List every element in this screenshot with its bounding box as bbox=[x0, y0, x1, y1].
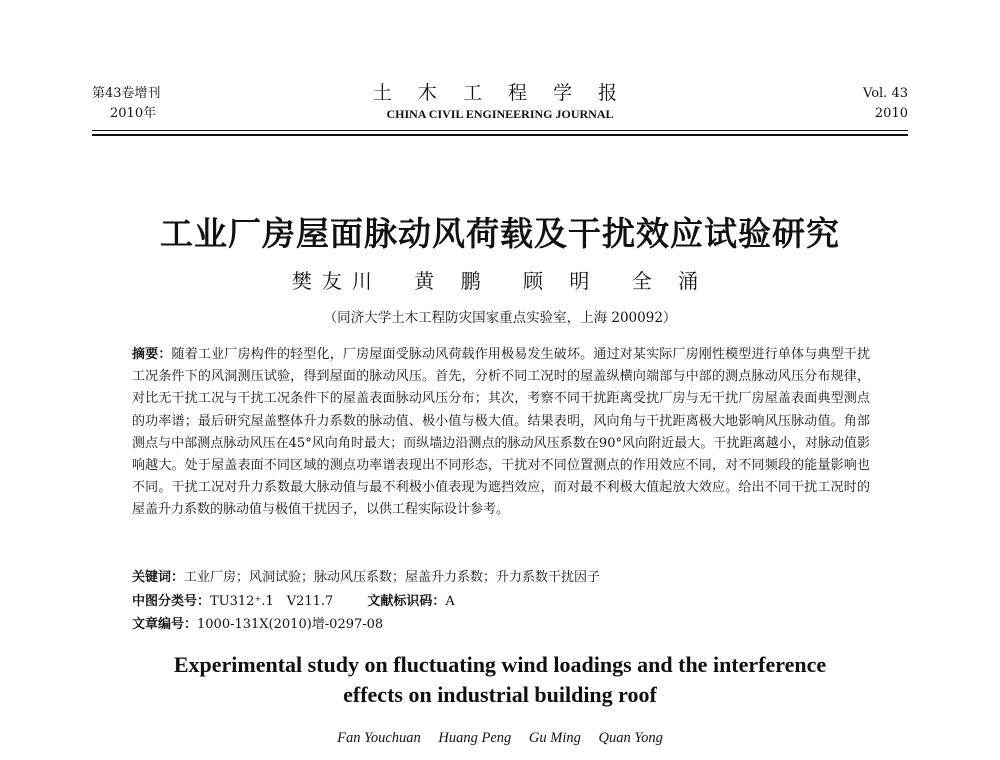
author-en: Huang Peng bbox=[438, 730, 512, 746]
keywords-text: 工业厂房；风洞试验；脉动风压系数；屋盖升力系数；升力系数干扰因子 bbox=[184, 570, 601, 585]
author-cn: 樊友川 bbox=[291, 269, 382, 293]
abstract-label: 摘要： bbox=[132, 347, 172, 362]
author-cn: 全 涌 bbox=[631, 269, 709, 293]
abstract-cn bbox=[132, 344, 870, 522]
header-rule-thin bbox=[92, 130, 908, 131]
author-en: Gu Ming bbox=[528, 730, 581, 746]
volume-cn-line2: 2010年 bbox=[110, 106, 157, 121]
affiliation-cn: （同济大学土木工程防灾国家重点实验室，上海 200092） bbox=[323, 310, 677, 326]
article-no-text: 1000-131X(2010)增-0297-08 bbox=[197, 617, 384, 632]
title-en-line2: effects on industrial building roof bbox=[343, 682, 657, 707]
journal-name-cn: 土 木 工 程 学 报 bbox=[372, 82, 628, 104]
header-rule-thick bbox=[92, 134, 908, 136]
paper-title-cn: 工业厂房屋面脉动风荷载及干扰效应试验研究 bbox=[160, 214, 840, 253]
clc-text: TU312⁺.1 V211.7 bbox=[210, 594, 334, 609]
title-en-line1: Experimental study on fluctuating wind loadings and the interference bbox=[173, 652, 827, 677]
journal-header bbox=[92, 84, 908, 136]
article-no-label: 文章编号： bbox=[132, 617, 198, 632]
author-cn: 顾 明 bbox=[523, 269, 600, 293]
doc-code-text: A bbox=[445, 594, 455, 609]
journal-volume-en bbox=[863, 84, 908, 124]
classification-line bbox=[132, 592, 870, 612]
doc-code-label: 文献标识码： bbox=[367, 594, 446, 609]
abstract-text: 随着工业厂房构件的轻型化，厂房屋面受脉动风荷载作用极易发生破坏。通过对某实际厂房刚性模型进行单体与典型干扰工况条件下的风洞测压试验，得到屋面的脉动风压。首先，分析不同工况时的屋盖纵横向端部与中部的测点脉动风压分布规律，对比无干扰工况与干扰工况条件下的屋盖表面脉动风压分布；其次，考察不同干扰距离受扰厂房与无干扰厂房屋盖表面典型测点的功率谱；最后研究屋盖整体升力系数的脉动值、极小值与极大值。结果表明，风向角与干扰距离极大地影响风压脉动值。角部测点与中部测点脉动风压在45°风向角时最大；而纵墙边沿测点的脉动风压系数在90°风向附近最大。干扰距离越小，对脉动值影响越大。处于屋盖表面不同区域的测点功率谱表现出不同形态，干扰对不同位置测点的作用效应不同，对不同频段的能量影响也不同。干扰工况对升力系数最大脉动值与最不利极小值表现为遮挡效应，而对最不利极大值起放大效应。给出不同干扰工况时的屋盖升力系数的脉动值与极值干扰因子，以供工程实际设计参考。 bbox=[132, 347, 870, 518]
authors-en bbox=[0, 730, 1000, 747]
author-cn: 黄 鹏 bbox=[414, 269, 491, 293]
authors-cn bbox=[0, 265, 1000, 294]
author-en: Quan Yong bbox=[598, 730, 663, 746]
volume-en-line1: Vol. 43 bbox=[863, 86, 908, 101]
volume-cn-line1: 第43卷增刊 bbox=[92, 86, 161, 101]
clc-label: 中图分类号： bbox=[132, 594, 211, 609]
author-en: Fan Youchuan bbox=[337, 730, 421, 746]
keywords-label: 关键词： bbox=[132, 570, 185, 585]
article-number-line bbox=[132, 615, 870, 635]
journal-name-en: CHINA CIVIL ENGINEERING JOURNAL bbox=[386, 107, 614, 121]
volume-en-line2: 2010 bbox=[874, 106, 908, 121]
paper-title-en bbox=[0, 650, 1000, 710]
journal-name bbox=[92, 84, 908, 123]
keywords-cn bbox=[132, 568, 870, 588]
